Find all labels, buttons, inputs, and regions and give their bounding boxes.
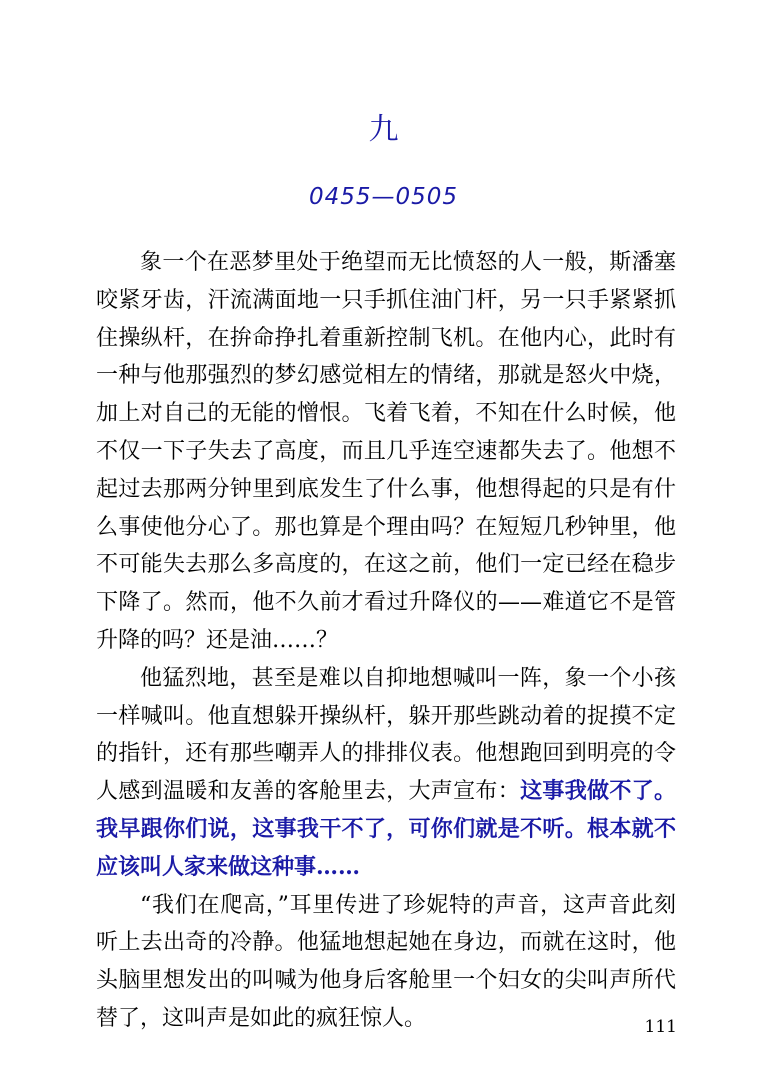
page-number: 111 [644, 1017, 677, 1037]
paragraph-3-text: “我们在爬高，”耳里传进了珍妮特的声音，这声音此刻听上去出奇的冷静。他猛地想起她在身边，而就在这时，他头脑里想发出的叫喊为他身后客舱里一个妇女的尖叫声所代替了，这叫声是如此的疯狂惊人。 [96, 892, 676, 1031]
paragraph-2 [96, 660, 676, 887]
paragraph-1-text: 象一个在恶梦里处于绝望而无比愤怒的人一般，斯潘塞咬紧牙齿，汗流满面地一只手抓住油门杆，另一只手紧紧抓住操纵杆，在拚命挣扎着重新控制飞机。在他内心，此时有一种与他那强烈的梦幻感觉相左的情绪，那就是怒火中烧，加上对自己的无能的憎恨。飞着飞着，不知在什么时候，他不仅一下子失去了高度，而且几乎连空速都失去了。他想不起过去那两分钟里到底发生了什么事，他想得起的只是有什么事使他分心了。那也算是个理由吗？在短短几秒钟里，他不可能失去那么多高度的，在这之前，他们一定已经在稳步下降了。然而，他不久前才看过升降仪的——难道它不是管升降的吗？还是油……？ [96, 250, 676, 653]
chapter-body [96, 244, 676, 1038]
inner-speech: 这事我做不了。我早跟你们说，这事我干不了，可你们就是不听。根本就不应该叫人家来做这种事…… [96, 778, 676, 880]
chapter-time-range: 0455—0505 [308, 184, 459, 210]
paragraph-3 [96, 887, 676, 1038]
chapter-title: 九 [368, 112, 399, 147]
paragraph-1 [96, 244, 676, 660]
paragraph-2-text: 他猛烈地，甚至是难以自抑地想喊叫一阵，象一个小孩一样喊叫。他直想躲开操纵杆，躲开那些跳动着的捉摸不定的指针，还有那些嘲弄人的排排仪表。他想跑回到明亮的令人感到温暖和友善的客舱里去，大声宣布： [96, 665, 676, 805]
